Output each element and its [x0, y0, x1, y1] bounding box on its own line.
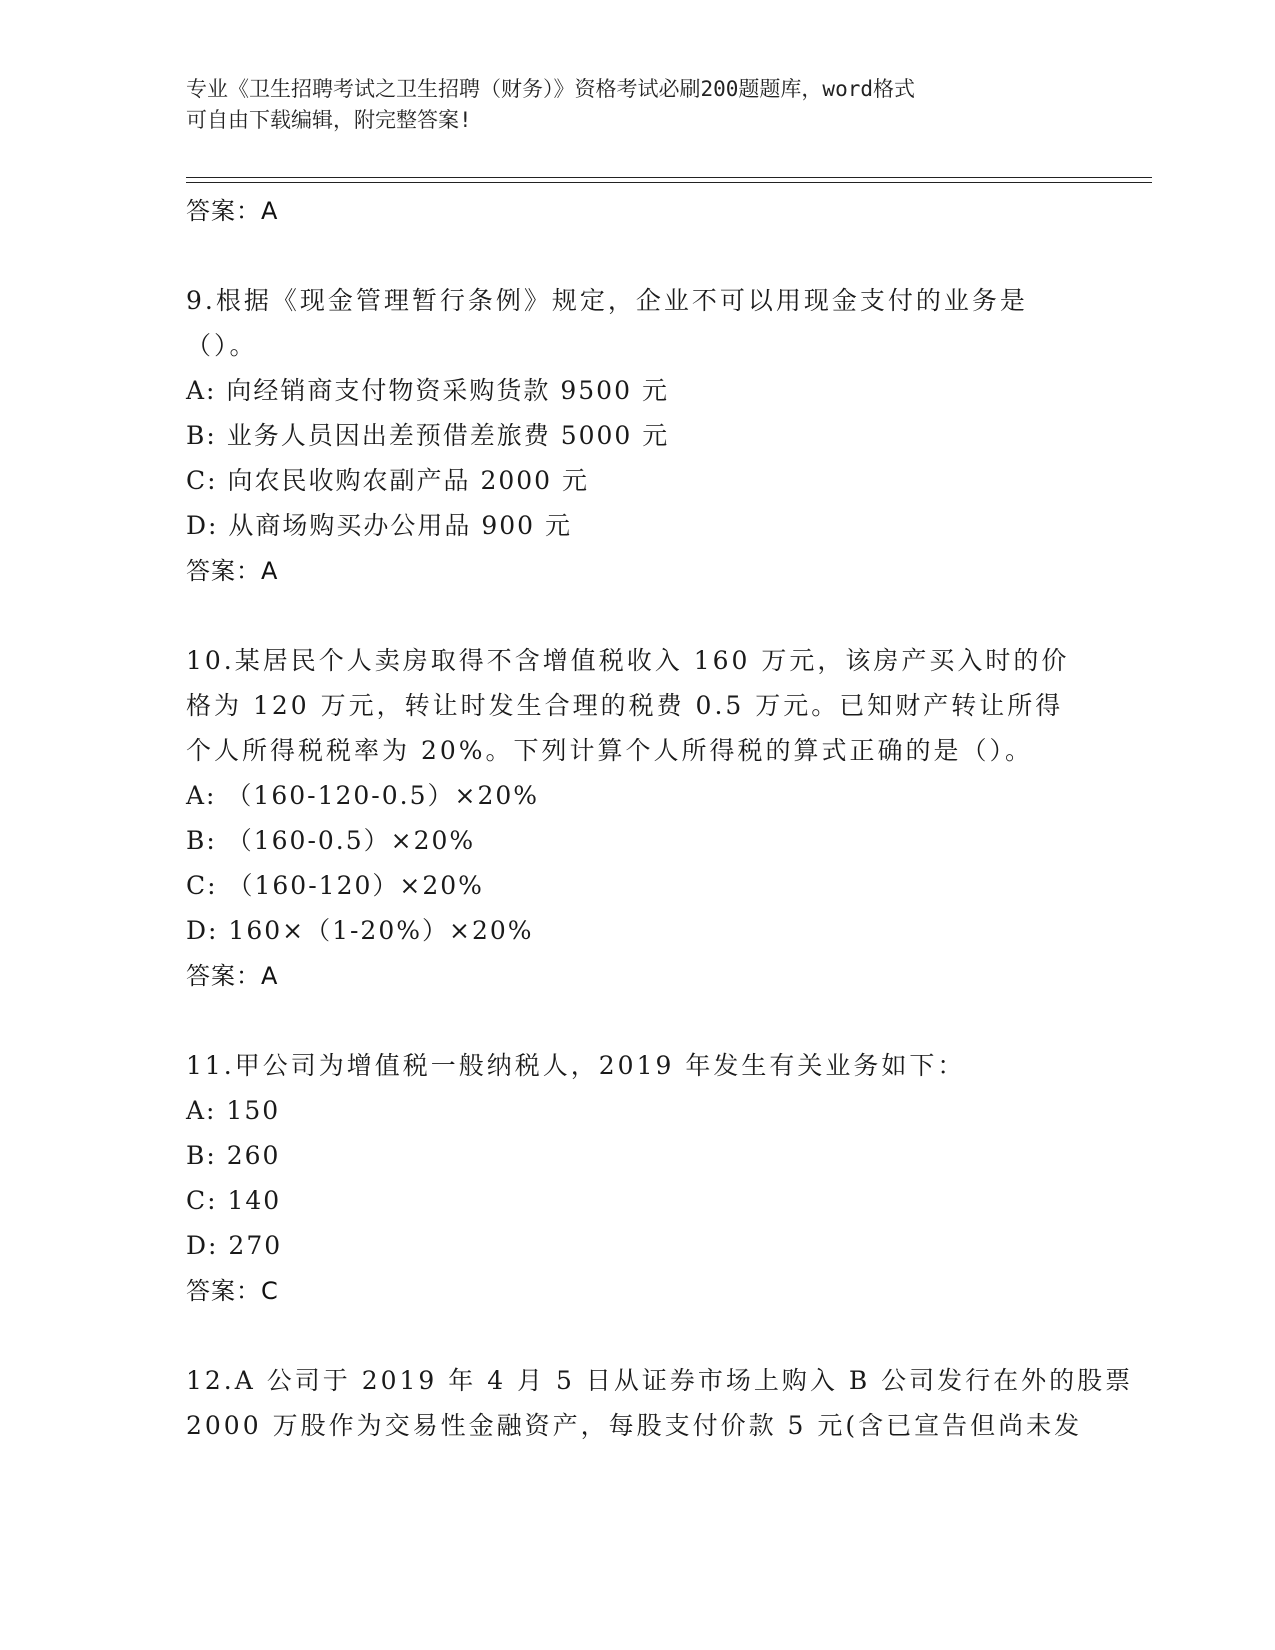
question-text-line: 2000 万股作为交易性金融资产，每股支付价款 5 元(含已宣告但尚未发: [186, 1411, 1083, 1440]
option-d: D: 160×（1-20%）×20%: [186, 916, 534, 945]
header-divider: [186, 182, 1152, 183]
answer-line: 答案：A: [186, 962, 279, 990]
document-header: [186, 74, 1066, 136]
option-a: A: （160-120-0.5）×20%: [186, 781, 540, 810]
option-d: D: 270: [186, 1231, 283, 1260]
option-a: A: 向经销商支付物资采购货款 9500 元: [186, 376, 669, 405]
question-block: [186, 1358, 1134, 1448]
answer-line: 答案：A: [186, 197, 279, 225]
answer-line: 答案：A: [186, 557, 279, 585]
question-text-line: （）。: [186, 331, 258, 360]
option-b: B: （160-0.5）×20%: [186, 826, 476, 855]
option-c: C: 140: [186, 1186, 282, 1215]
header-line-1: 专业《卫生招聘考试之卫生招聘（财务）》资格考试必刷200题题库，word格式: [186, 77, 915, 101]
question-text-line: 12.A 公司于 2019 年 4 月 5 日从证券市场上购入 B 公司发行在外的股票: [186, 1366, 1134, 1395]
header-line-2: 可自由下载编辑，附完整答案!: [186, 108, 472, 132]
question-text-line: 个人所得税税率为 20%。下列计算个人所得税的算式正确的是（）。: [186, 736, 1034, 765]
question-block: [186, 638, 1086, 999]
option-d: D: 从商场购买办公用品 900 元: [186, 511, 573, 540]
spacer: [186, 999, 1086, 1043]
option-c: C: 向农民收购农副产品 2000 元: [186, 466, 590, 495]
option-a: A: 150: [186, 1096, 281, 1125]
option-b: B: 业务人员因出差预借差旅费 5000 元: [186, 421, 670, 450]
question-text-line: 格为 120 万元，转让时发生合理的税费 0.5 万元。已知财产转让所得: [186, 691, 1064, 720]
question-text-line: 10.某居民个人卖房取得不含增值税收入 160 万元，该房产买入时的价: [186, 646, 1070, 675]
question-content: [186, 188, 1134, 1448]
question-text-line: 9.根据《现金管理暂行条例》规定，企业不可以用现金支付的业务是: [186, 286, 1028, 315]
question-text-line: 11.甲公司为增值税一般纳税人，2019 年发生有关业务如下：: [186, 1051, 966, 1080]
question-block: [186, 278, 1086, 594]
option-b: B: 260: [186, 1141, 281, 1170]
answer-line: 答案：C: [186, 1277, 279, 1305]
spacer: [186, 1314, 1086, 1358]
spacer: [186, 234, 1086, 278]
header-divider: [186, 177, 1152, 178]
option-c: C: （160-120）×20%: [186, 871, 484, 900]
spacer: [186, 594, 1086, 638]
question-block: [186, 1043, 1086, 1314]
